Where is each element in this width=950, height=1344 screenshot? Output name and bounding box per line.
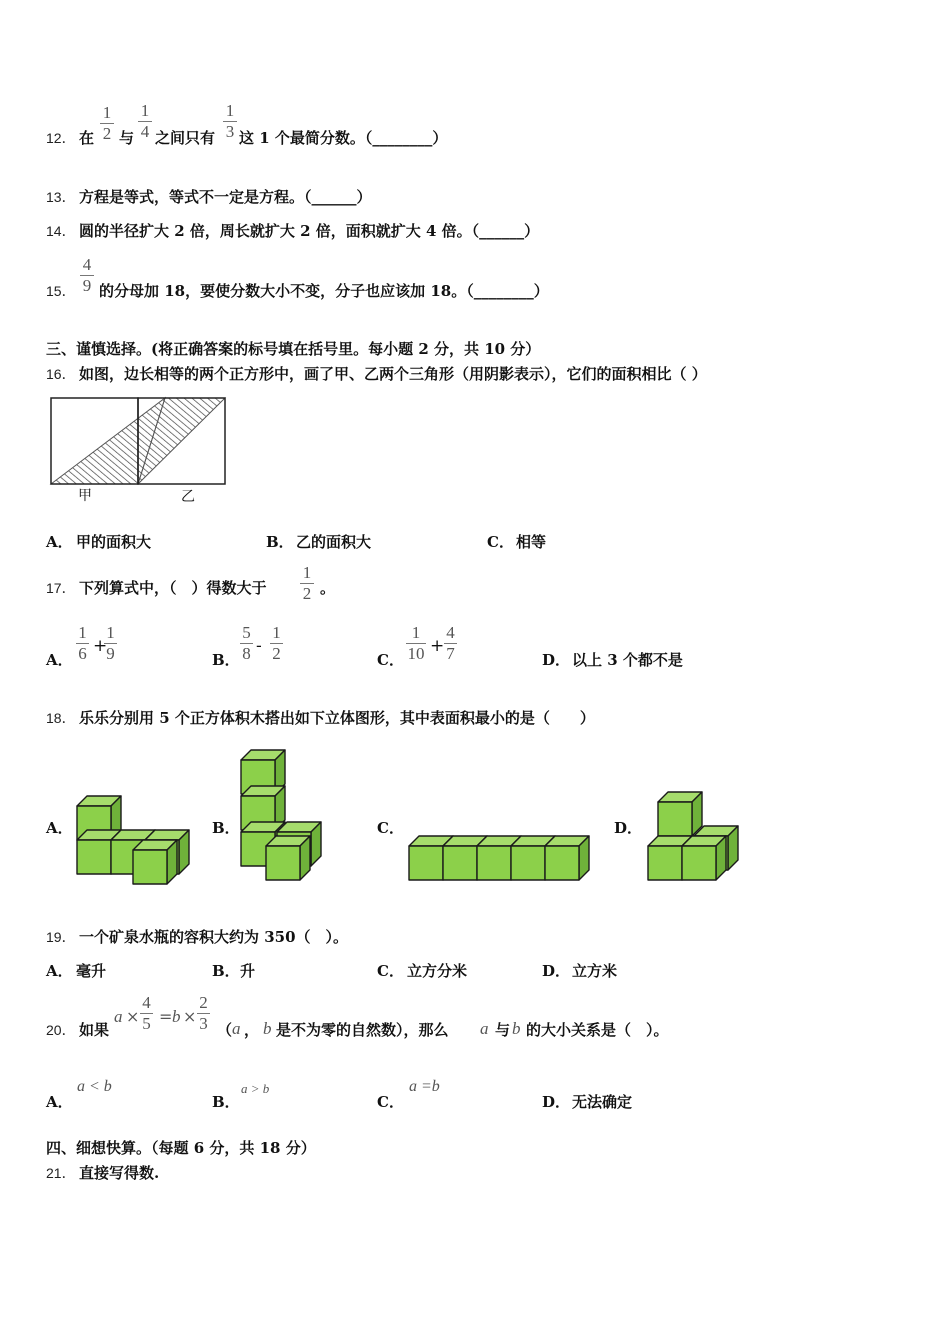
q17-suffix: 。 (320, 579, 336, 597)
q20-var-b: b (172, 1007, 181, 1026)
q19-option-b-key[interactable]: B． (212, 962, 240, 980)
q16-option-a-key[interactable]: A． (46, 533, 73, 551)
q16-number: 16． (46, 366, 76, 382)
q19-option-a-text: 毫升 (76, 962, 107, 980)
q19-option-b-text: 升 (240, 962, 256, 980)
q17-b-operator: - (256, 636, 262, 656)
q16-option-c-text: 相等 (516, 533, 547, 551)
q17-c-operator: + (430, 636, 445, 656)
cube-front-face (443, 846, 477, 880)
q20-cond-comma: ， (244, 1021, 260, 1039)
q12-fraction-1: 1 2 (100, 104, 114, 143)
q20-option-a-key[interactable]: A． (46, 1093, 73, 1111)
q17-c-fraction-1: 1 10 (407, 623, 425, 663)
q17-a-fraction-1: 1 6 (76, 624, 89, 663)
q17-b-fraction-1: 5 8 (240, 624, 253, 663)
q20-yu: 与 (495, 1021, 511, 1039)
q20-var-a: a (114, 1007, 123, 1026)
q18-option-a-key[interactable]: A． (46, 819, 73, 837)
q16-label-jia: 甲 (78, 488, 92, 504)
q20-option-d-text: 无法确定 (572, 1093, 633, 1111)
q16-option-c-key[interactable]: C． (487, 533, 514, 551)
q20-option-c-key[interactable]: C． (377, 1093, 404, 1111)
q16-label-yi: 乙 (181, 489, 195, 505)
q12-mid-2: 之间只有 (155, 129, 216, 147)
q13-number: 13． (46, 189, 76, 205)
q17-option-a-key[interactable]: A． (46, 651, 73, 669)
q20-cond-open: （ (217, 1021, 233, 1039)
q21-text: 直接写得数. (79, 1164, 160, 1182)
q12-prefix: 在 (79, 129, 95, 147)
q14-text: 圆的半径扩大 2 倍，周长就扩大 2 倍，面积就扩大 4 倍。（______） (79, 222, 540, 240)
q18-option-c-key[interactable]: C． (377, 819, 404, 837)
q20-fraction-1: 4 5 (140, 994, 153, 1033)
q17-option-d-text: 以上 3 个都不是 (572, 651, 683, 669)
q17-c-fraction-2: 4 7 (444, 624, 457, 663)
q18-number: 18． (46, 710, 76, 726)
q17-text: 下列算式中，（ ）得数大于 (79, 579, 267, 597)
q15-number: 15． (46, 283, 76, 299)
q19-option-d-text: 立方米 (572, 962, 618, 980)
q19-number: 19． (46, 929, 76, 945)
q12-fraction-3: 1 3 (223, 102, 237, 141)
q12-fraction-2: 1 4 (138, 102, 152, 141)
q17-a-operator: + (93, 636, 108, 656)
q20-cond-b: b (263, 1019, 272, 1038)
cube-front-face (648, 846, 682, 880)
cube-front-face (133, 850, 167, 884)
q13-text: 方程是等式，等式不一定是方程。（______） (79, 188, 372, 206)
q20-option-d-key[interactable]: D． (542, 1093, 571, 1111)
q20-times-2: × (183, 1007, 197, 1026)
q16-text: 如图，边长相等的两个正方形中，画了甲、乙两个三角形（用阴影表示），它们的面积相比（ ） (79, 365, 707, 383)
cube-front-face (511, 846, 545, 880)
q18-option-b-key[interactable]: B． (212, 819, 240, 837)
cube-front-face (477, 846, 511, 880)
q20-cond-a: a (232, 1019, 241, 1038)
q19-option-d-key[interactable]: D． (542, 962, 571, 980)
q16-option-b-text: 乙的面积大 (296, 533, 372, 551)
q18-text: 乐乐分别用 5 个正方体积木搭出如下立体图形，其中表面积最小的是（ ） (79, 709, 595, 727)
cube-front-face (658, 802, 692, 836)
q17-option-b-key[interactable]: B． (212, 651, 240, 669)
q12-number: 12． (46, 130, 76, 146)
cube-front-face (409, 846, 443, 880)
q18-option-d-key[interactable]: D． (614, 819, 643, 837)
q17-fraction: 1 2 (300, 564, 314, 603)
cube-front-face (266, 846, 300, 880)
q16-option-b-key[interactable]: B． (266, 533, 294, 551)
q20-option-b-key[interactable]: B． (212, 1093, 240, 1111)
q17-option-d-key[interactable]: D． (542, 651, 571, 669)
q20-equals: = (159, 1007, 173, 1026)
q15-text: 的分母加 18，要使分数大小不变，分子也应该加 18。（________） (99, 282, 549, 300)
q20-fraction-2: 2 3 (197, 994, 210, 1033)
q20-prefix: 如果 (79, 1021, 110, 1039)
q16-option-a-text: 甲的面积大 (76, 533, 152, 551)
q20-option-c-expr: a =b (409, 1078, 440, 1095)
q12-suffix: 这 1 个最简分数。（________） (239, 129, 448, 147)
q19-option-a-key[interactable]: A． (46, 962, 73, 980)
cube-front-face (682, 846, 716, 880)
q15-fraction: 4 9 (80, 256, 94, 295)
q20-var-a-2: a (480, 1019, 489, 1038)
cube-front-face (545, 846, 579, 880)
section-3-title: 三、谨慎选择。(将正确答案的标号填在括号里。每小题 2 分，共 10 分） (46, 340, 541, 358)
q17-a-fraction-2: 1 9 (104, 624, 117, 663)
q12-mid-1: 与 (119, 129, 135, 147)
q20-cond-text: 是不为零的自然数），那么 (276, 1021, 449, 1039)
section-4-title: 四、细想快算。（每题 6 分，共 18 分） (46, 1139, 316, 1157)
q17-option-c-key[interactable]: C． (377, 651, 404, 669)
q20-var-b-2: b (512, 1019, 521, 1038)
q20-times-1: × (126, 1007, 140, 1026)
cube-front-face (77, 840, 111, 874)
q20-option-a-expr: a < b (77, 1078, 112, 1095)
q17-number: 17． (46, 580, 76, 596)
q14-number: 14． (46, 223, 76, 239)
q19-option-c-text: 立方分米 (407, 962, 468, 980)
q20-suffix: 的大小关系是（ ）。 (526, 1021, 669, 1039)
q17-b-fraction-2: 1 2 (270, 624, 283, 663)
q20-number: 20． (46, 1022, 76, 1038)
q21-number: 21． (46, 1165, 76, 1181)
q20-option-b-expr: a > b (241, 1081, 270, 1096)
q19-option-c-key[interactable]: C． (377, 962, 404, 980)
q19-text: 一个矿泉水瓶的容积大约为 350（ ）。 (79, 928, 349, 946)
